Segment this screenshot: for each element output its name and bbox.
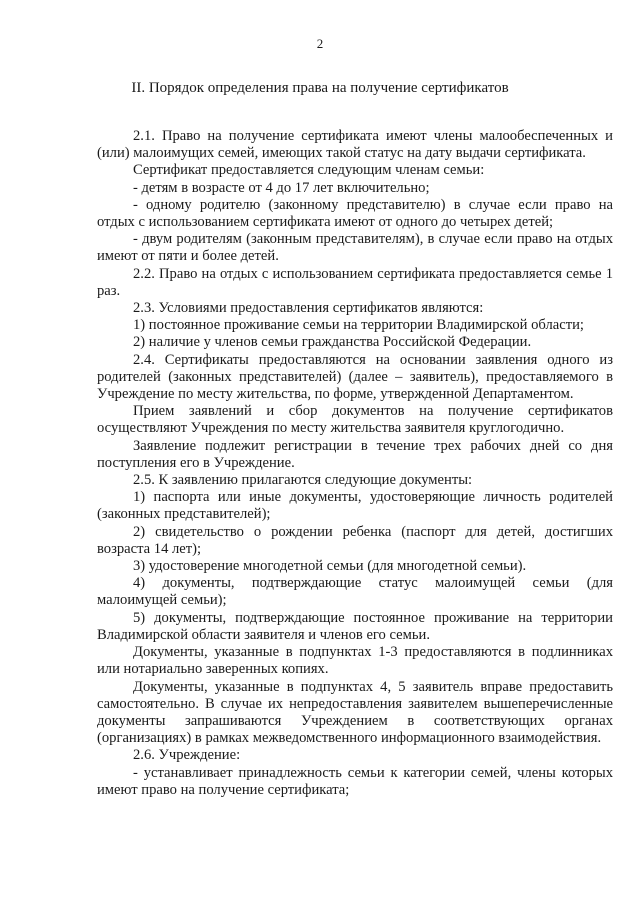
- paragraph-2-6: 2.6. Учреждение:: [133, 747, 241, 764]
- condition-residence: 1) постоянное проживание семьи на территории Владимирской области;: [133, 317, 584, 334]
- paragraph-2-4: 2.4. Сертификаты предоставляются на основании заявления одного из родителей (законных представителей) (далее – заявитель), предоставляемого в Учреждение по месту жительства, по форме, утвержденной Департаментом.: [97, 351, 613, 403]
- section-title: II. Порядок определения права на получение сертификатов: [131, 80, 509, 96]
- paragraph-2-5: 2.5. К заявлению прилагаются следующие документы:: [133, 472, 473, 489]
- paragraph-interagency: Документы, указанные в подпунктах 4, 5 заявитель вправе предоставить самостоятельно. В случае их непредоставления заявителем вышеперечисленные документы запрашиваются Учреждением в соответствующих органах (организациях) в рамках межведомственного информационного взаимодействия.: [97, 678, 613, 747]
- condition-citizenship: 2) наличие у членов семьи гражданства Российской Федерации.: [133, 334, 532, 351]
- paragraph-application-registration: Заявление подлежит регистрации в течение трех рабочих дней со дня поступления его в Учреждение.: [97, 437, 613, 471]
- list-item-two-parents: - двум родителям (законным представителям), в случае если право на отдых имеют от пяти и более детей.: [97, 231, 613, 265]
- document-item-1: 1) паспорта или иные документы, удостоверяющие личность родителей (законных представителей);: [97, 489, 613, 523]
- document-item-3: 3) удостоверение многодетной семьи (для многодетной семьи).: [133, 558, 527, 575]
- paragraph-certificate-recipients: Сертификат предоставляется следующим членам семьи:: [133, 162, 485, 179]
- list-item-establishes-eligibility: - устанавливает принадлежность семьи к категории семей, члены которых имеют право на получение сертификата;: [97, 764, 613, 798]
- paragraph-2-3: 2.3. Условиями предоставления сертификатов являются:: [133, 300, 484, 317]
- page-number: 2: [316, 36, 324, 51]
- document-item-5: 5) документы, подтверждающие постоянное проживание на территории Владимирской области заявителя и членов его семьи.: [97, 609, 613, 643]
- paragraph-2-1: 2.1. Право на получение сертификата имеют члены малообеспеченных и (или) малоимущих семей, имеющих такой статус на дату выдачи сертификата.: [97, 128, 613, 162]
- document-item-4: 4) документы, подтверждающие статус малоимущей семьи (для малоимущей семьи);: [97, 575, 613, 609]
- paragraph-originals: Документы, указанные в подпунктах 1-3 предоставляются в подлинниках или нотариально заверенных копиях.: [97, 644, 613, 678]
- paragraph-application-intake: Прием заявлений и сбор документов на получение сертификатов осуществляют Учреждения по месту жительства заявителя круглогодично.: [97, 403, 613, 437]
- list-item-one-parent: - одному родителю (законному представителю) в случае если право на отдых с использованием сертификата имеют от одного до четырех детей;: [97, 196, 613, 231]
- document-body: [97, 128, 613, 799]
- list-item-children: - детям в возрасте от 4 до 17 лет включительно;: [133, 179, 430, 196]
- paragraph-2-2: 2.2. Право на отдых с использованием сертификата предоставляется семье 1 раз.: [97, 265, 613, 299]
- document-item-2: 2) свидетельство о рождении ребенка (паспорт для детей, достигших возраста 14 лет);: [97, 523, 613, 557]
